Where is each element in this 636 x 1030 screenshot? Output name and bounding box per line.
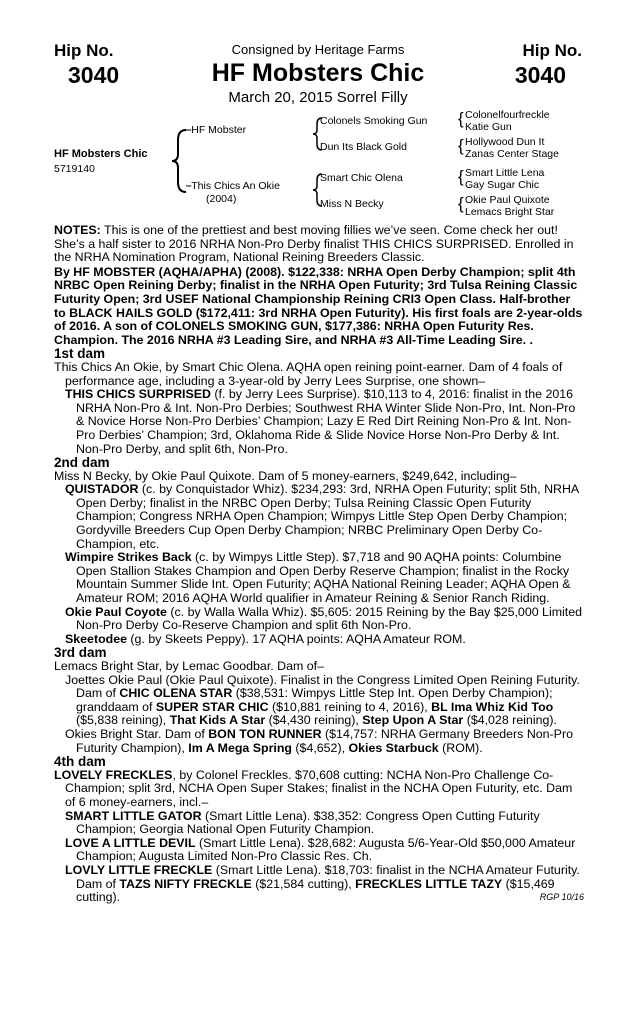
sire-paragraph: By HF MOBSTER (AQHA/APHA) (2008). $122,338: NRHA Open Derby Champion; split 4th NRBC Open Reining Derby; finalist in the NRHA Open Futurity; 3rd Tulsa Reining Classic Futurity Open; 3rd USEF National Championship Reining CRI3 Open Class. Half-brother to BLACK HAILS GOLD ($172,411: 3rd NRHA Open Futurity). His first foals are 2-year-olds of 2016. A son of COLONELS SMOKING GUN, $177,386: NRHA Open Futurity Res. Champion. The 2016 NRHA #3 Leading Sire, and NRHA #3 All-Time Leading Sire. . — [54, 264, 583, 347]
dd-dam: Lemacs Bright Star — [465, 206, 555, 218]
dam2-produce-0: QUISTADOR (c. by Conquistador Whiz). $234,293: 3rd, NRHA Open Futurity; split 5th, NRHA Open Derby; finalist in the NRBC Open Derby; Tulsa Reining Classic Open Futurity Champion; Congress NRHA Open Champion; Wimpys Little Step Open Derby Champion; Gordyville Breeders Cup Open Derby Champion; NRBC Preliminary Open Derby Co-Champion, etc. — [65, 482, 579, 551]
hip-label-left: Hip No. — [54, 41, 114, 60]
dam3-produce-1: Okies Bright Star. Dam of BON TON RUNNER ($14,757: NRHA Germany Breeders Non-Pro Futurity Champion), Im A Mega Spring ($4,652), Okies Starbuck (ROM). — [65, 726, 573, 755]
sire-sire: Colonels Smoking Gun — [320, 115, 428, 127]
hip-label-right: Hip No. — [522, 41, 582, 60]
dam-sire: Smart Chic Olena — [320, 172, 403, 184]
dam2-heading: 2nd dam — [54, 455, 110, 471]
sd-sire: Hollywood Dun It — [465, 136, 545, 148]
brace-dd: { — [458, 194, 464, 213]
subject-reg: 5719140 — [54, 163, 95, 175]
dam3-intro: Lemacs Bright Star, by Lemac Goodbar. Dam of– — [54, 659, 324, 673]
dam1-heading: 1st dam — [54, 346, 106, 362]
dam4-produce-0: SMART LITTLE GATOR (Smart Little Lena). $38,352: Congress Open Cutting Futurity Champion; Georgia National Open Futurity Champion. — [65, 808, 540, 837]
catalog-body — [54, 224, 584, 905]
dam4-produce-2: LOVLY LITTLE FRECKLE (Smart Little Lena). $18,703: finalist in the NCHA Amateur Futurity. Dam of TAZS NIFTY FRECKLE ($21,584 cutting), FRECKLES LITTLE TAZY ($15,469 cutting). RGP 10/16 — [65, 862, 584, 905]
page-title: HF Mobsters Chic — [211, 59, 425, 87]
dam4-produce-1: LOVE A LITTLE DEVIL (Smart Little Lena). $28,682: Augusta 5/6-Year-Old $50,000 Amateur Champion; Augusta Limited Non-Pro Classic Res. Ch. — [65, 835, 576, 864]
dam-name: ⎯This Chics An Okie — [186, 180, 280, 192]
dam2-produce-1: Wimpire Strikes Back (c. by Wimpys Little Step). $7,718 and 90 AQHA points: Columbine Open Stallion Stakes Champion and Open Derby Reserve Champion; finalist in the Rocky Mountain Summer Slide Int. Open Futurity; AQHA National Reining Leader; AQHA Open & Amateur ROM; 2016 AQHA World qualifier in Amateur Reining & Senior Ranch Riding. — [65, 550, 571, 606]
dam1-intro: This Chics An Okie, by Smart Chic Olena. AQHA open reining point-earner. Dam of 4 foals of performance age, including a 3-year-old by Jerry Lees Surprise, one shown– — [54, 359, 563, 388]
brace-sd: { — [458, 136, 464, 155]
consignor: Consigned by Heritage Farms — [231, 42, 405, 57]
ss-sire: Colonelfourfreckle — [465, 109, 550, 121]
notes-label: NOTES: — [54, 223, 101, 237]
dam-dam: Miss N Becky — [320, 198, 384, 210]
ds-sire: Smart Little Lena — [465, 167, 545, 179]
footer-code: RGP 10/16 — [539, 892, 584, 903]
hip-number-right: 3040 — [514, 62, 566, 88]
dam2-produce-2: Okie Paul Coyote (c. by Walla Walla Whiz). $5,605: 2015 Reining by the Bay $25,000 Limited Non-Pro Derby Co-Reserve Champion and split 6th Non-Pro. — [65, 604, 582, 633]
sd-dam: Zanas Center Stage — [465, 148, 559, 160]
notes — [54, 224, 584, 265]
dam-year: (2004) — [206, 193, 237, 205]
dam1-produce-0: THIS CHICS SURPRISED (f. by Jerry Lees Surprise). $10,113 to 4, 2016: finalist in the 2016 NRHA Non-Pro & Int. Non-Pro Derbies; Southwest RHA Winter Slide Non-Pro, Int. Non-Pro & Novice Horse Non-Pro Derbies’ Champion; Lazy E Red Dirt Reining Non-Pro & Int. Non-Pro Derbies’ Champion; 3rd, Oklahoma Ride & Slide Novice Horse Non-Pro Derby & Int. Non-Pro Derby, and split 6th, Non-Pro. — [65, 387, 576, 456]
dd-sire: Okie Paul Quixote — [465, 194, 550, 206]
dam3-heading: 3rd dam — [54, 645, 107, 661]
brace-ss: { — [458, 109, 464, 128]
ds-dam: Gay Sugar Chic — [465, 179, 540, 191]
ss-dam: Katie Gun — [465, 121, 512, 133]
sire-name: ⎯HF Mobster — [186, 124, 247, 136]
hip-number-left: 3040 — [68, 62, 120, 88]
subject-name: HF Mobsters Chic — [54, 148, 148, 160]
notes-text: This is one of the prettiest and best moving fillies we’ve seen. Come check her out! She’s a half sister to 2016 NRHA Non-Pro Derby finalist THIS CHICS SURPRISED. Enrolled in the NRHA Nomination Program, National Reining Breeders Classic. — [54, 223, 574, 265]
dam2-intro: Miss N Becky, by Okie Paul Quixote. Dam of 5 money-earners, $249,642, including– — [54, 468, 517, 483]
dam3-produce-0: Joettes Okie Paul (Okie Paul Quixote). Finalist in the Congress Limited Open Reining Futurity. Dam of CHIC OLENA STAR ($38,531: Wimpys Little Step Int. Open Derby Champion); granddaam of SUPER STAR CHIC ($10,881 reining to 4, 2016), BL Ima Whiz Kid Too ($5,838 reining), That Kids A Star ($4,430 reining), Step Upon A Star ($4,028 reining). — [65, 672, 580, 728]
dam4-heading: 4th dam — [54, 754, 106, 770]
sire-dam: Dun Its Black Gold — [320, 141, 407, 153]
dam2-produce-3: Skeetodee (g. by Skeets Peppy). 17 AQHA points: AQHA Amateur ROM. — [65, 631, 466, 646]
foaling-info: March 20, 2015 Sorrel Filly — [228, 89, 408, 106]
dam4-intro: LOVELY FRECKLES, by Colonel Freckles. $70,608 cutting: NCHA Non-Pro Challenge Co-Champion; split 3rd, NCHA Open Super Stakes; finalist in the NCHA Open Futurity, etc. Dam of 6 money-earners, incl.– — [54, 767, 573, 809]
brace-ds: { — [458, 167, 464, 186]
